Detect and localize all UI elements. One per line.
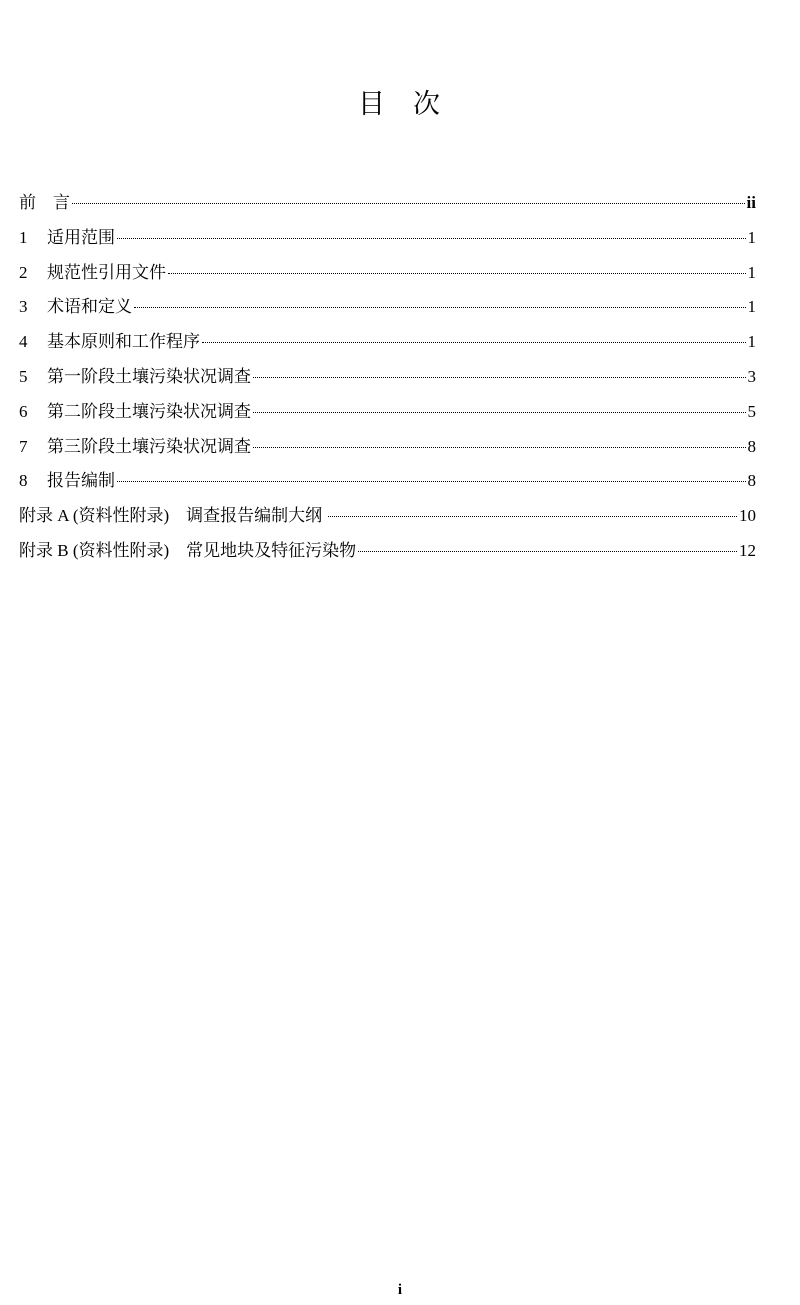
toc-entry-number: 4 bbox=[19, 332, 28, 352]
toc-entry-number: 8 bbox=[19, 471, 28, 491]
toc-entry-label: 报告编制 bbox=[47, 471, 115, 491]
toc-entry-label: 前 言 bbox=[19, 193, 70, 212]
toc-entry-5[interactable] bbox=[19, 360, 756, 395]
toc-entry-label: 第二阶段土壤污染状况调查 bbox=[47, 401, 251, 421]
dot-leader bbox=[253, 376, 746, 378]
toc-entry-number: 6 bbox=[19, 401, 28, 421]
toc-entry-page: 12 bbox=[739, 540, 756, 560]
toc-entry-label: 基本原则和工作程序 bbox=[47, 332, 200, 352]
toc-entry-7[interactable] bbox=[19, 430, 756, 465]
toc-entry-label: 适用范围 bbox=[47, 227, 115, 247]
toc-entry-6[interactable] bbox=[19, 395, 756, 430]
toc-entry-4[interactable] bbox=[19, 325, 756, 360]
table-of-contents bbox=[19, 186, 756, 569]
toc-entry-number: 3 bbox=[19, 297, 28, 317]
toc-entry-number: 2 bbox=[19, 262, 28, 282]
toc-entry-number: 7 bbox=[19, 436, 28, 456]
toc-entry-2[interactable] bbox=[19, 256, 756, 291]
page-title bbox=[0, 82, 800, 121]
dot-leader bbox=[358, 550, 737, 552]
dot-leader bbox=[168, 272, 746, 274]
dot-leader bbox=[253, 411, 746, 413]
toc-entry-label: 附录 B (资料性附录) 常见地块及特征污染物 bbox=[19, 540, 357, 560]
dot-leader bbox=[117, 237, 746, 239]
toc-entry-page: 10 bbox=[739, 506, 756, 526]
dot-leader bbox=[72, 202, 745, 204]
dot-leader bbox=[253, 446, 746, 448]
toc-entry-label: 第三阶段土壤污染状况调查 bbox=[47, 436, 251, 456]
page-number: i bbox=[397, 1282, 403, 1298]
toc-entry-page: 5 bbox=[747, 401, 756, 421]
toc-entry-page: 8 bbox=[747, 471, 756, 491]
toc-entry-page: 8 bbox=[747, 436, 756, 456]
toc-entry-page: 1 bbox=[747, 332, 756, 352]
toc-entry-appendix-a[interactable] bbox=[19, 499, 756, 534]
title-part-1: 目 bbox=[358, 89, 387, 120]
toc-entry-number: 1 bbox=[19, 227, 28, 247]
dot-leader bbox=[117, 480, 746, 482]
toc-entry-page: 1 bbox=[747, 297, 756, 317]
dot-leader bbox=[134, 306, 746, 308]
dot-leader bbox=[202, 341, 746, 343]
toc-entry-appendix-b[interactable] bbox=[19, 534, 756, 569]
dot-leader bbox=[328, 515, 737, 517]
toc-entry-label: 第一阶段土壤污染状况调查 bbox=[47, 366, 251, 386]
toc-entry-page: 1 bbox=[747, 262, 756, 282]
toc-entry-label: 附录 A (资料性附录) 调查报告编制大纲 bbox=[19, 506, 327, 526]
toc-entry-page: 3 bbox=[747, 366, 756, 386]
toc-entry-page: ii bbox=[746, 193, 756, 212]
toc-entry-label: 规范性引用文件 bbox=[47, 262, 166, 282]
toc-entry-foreword[interactable] bbox=[19, 186, 756, 221]
toc-entry-8[interactable] bbox=[19, 464, 756, 499]
toc-entry-1[interactable] bbox=[19, 221, 756, 256]
title-part-2: 次 bbox=[413, 89, 442, 120]
toc-entry-3[interactable] bbox=[19, 290, 756, 325]
toc-entry-label: 术语和定义 bbox=[47, 297, 132, 317]
toc-entry-number: 5 bbox=[19, 366, 28, 386]
toc-entry-page: 1 bbox=[747, 227, 756, 247]
